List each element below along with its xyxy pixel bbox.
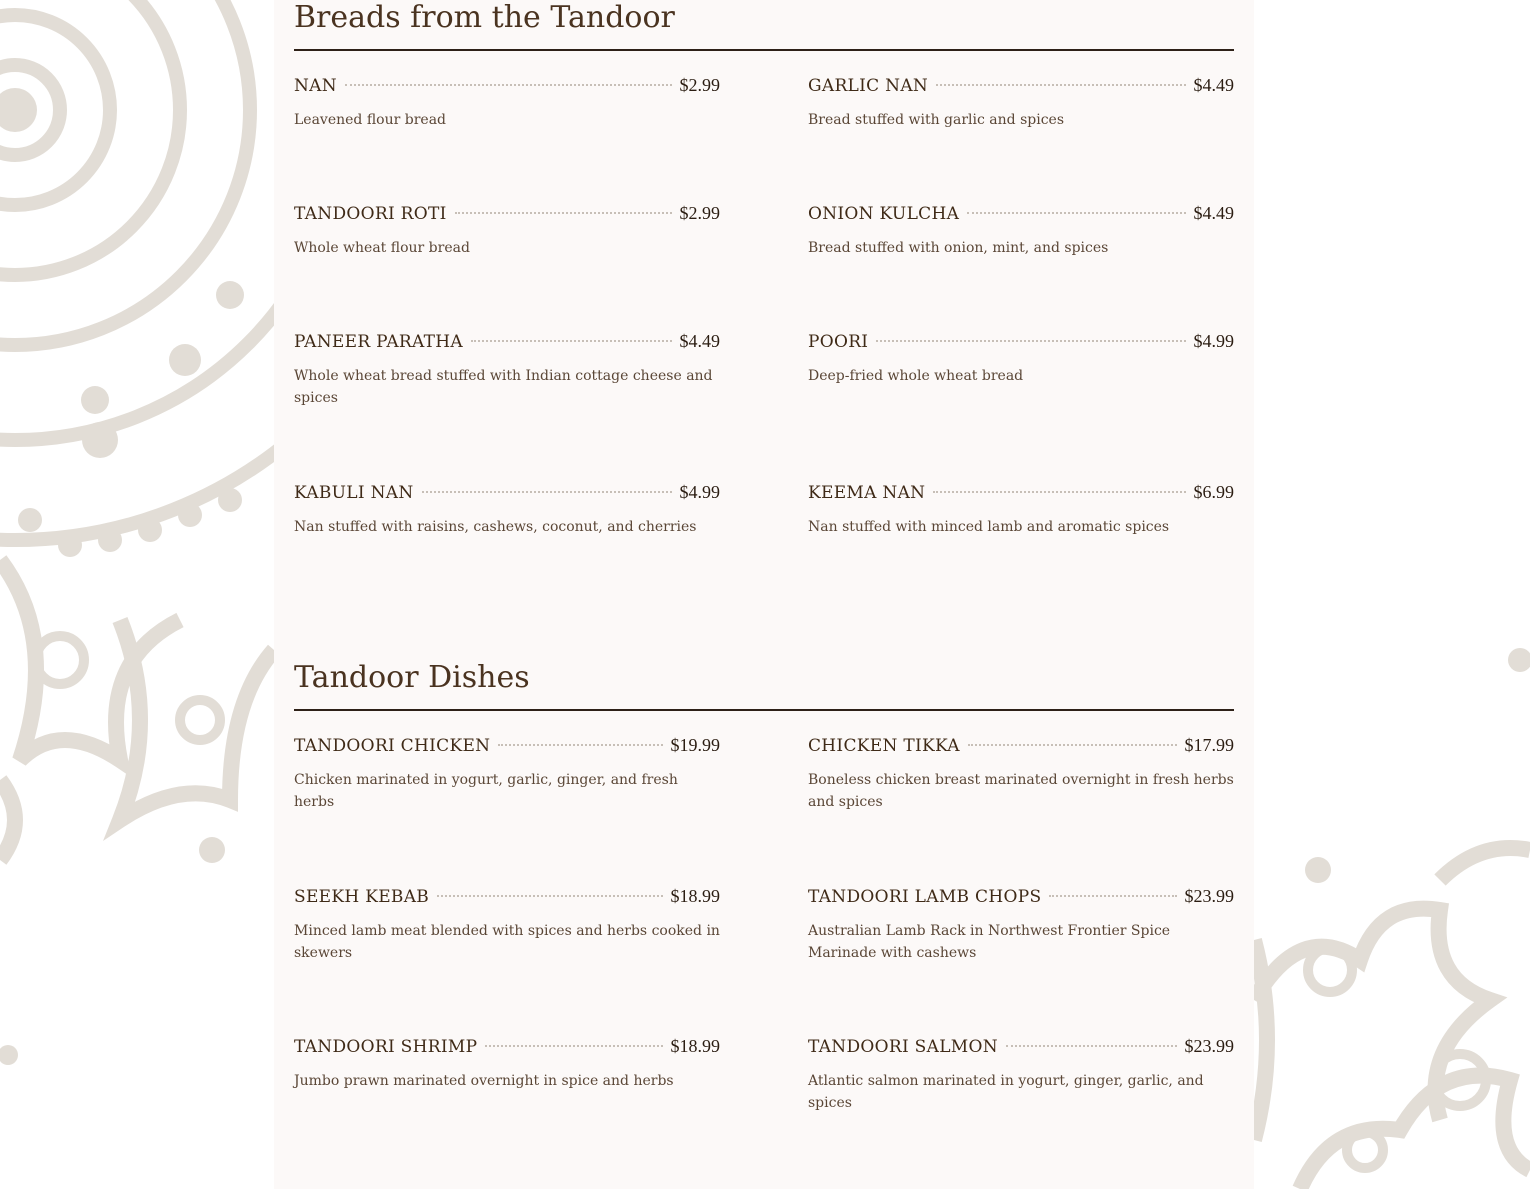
dotted-leader [1006,1045,1177,1047]
menu-item [808,480,1234,538]
menu-item [294,480,720,538]
dotted-leader [498,744,662,746]
item-name: ONION KULCHA [808,204,960,224]
item-description: Bread stuffed with garlic and spices [808,112,1065,128]
item-price: $4.99 [679,482,720,502]
item-price: $18.99 [670,886,720,906]
menu-item [808,73,1234,131]
menu-item [294,884,720,964]
item-price: $23.99 [1184,886,1234,906]
section-divider [294,709,1234,711]
item-description: Minced lamb meat blended with spices and herbs cooked in skewers [294,923,720,961]
dotted-leader [455,212,672,214]
item-name: NAN [294,76,337,96]
item-name: KEEMA NAN [808,483,926,503]
dotted-leader [422,491,672,493]
item-price: $4.99 [1193,331,1234,351]
menu-item [294,1034,720,1092]
item-name: GARLIC NAN [808,76,929,96]
item-price: $4.49 [679,331,720,351]
dotted-leader [936,84,1185,86]
menu-item [808,1034,1234,1114]
item-price: $2.99 [679,75,720,95]
dotted-leader [1049,895,1176,897]
menu-item [294,733,720,813]
menu-item [808,329,1234,387]
dotted-leader [876,340,1185,342]
item-name: TANDOORI LAMB CHOPS [808,887,1042,907]
item-name: TANDOORI SHRIMP [294,1037,478,1057]
item-price: $4.49 [1193,75,1234,95]
item-description: Boneless chicken breast marinated overnight in fresh herbs and spices [808,772,1234,810]
item-description: Atlantic salmon marinated in yogurt, ginger, garlic, and spices [808,1073,1204,1111]
menu-item [294,201,720,259]
item-description: Nan stuffed with minced lamb and aromatic spices [808,519,1170,535]
item-description: Whole wheat flour bread [294,240,470,256]
section-divider [294,49,1234,51]
section-title: Breads from the Tandoor [294,0,675,35]
section-title: Tandoor Dishes [294,660,530,695]
dotted-leader [471,340,672,342]
dotted-leader [933,491,1185,493]
menu-item [808,201,1234,259]
item-name: POORI [808,332,869,352]
item-price: $6.99 [1193,482,1234,502]
dotted-leader [345,84,672,86]
item-name: TANDOORI SALMON [808,1037,998,1057]
item-name: TANDOORI ROTI [294,204,447,224]
item-price: $18.99 [670,1036,720,1056]
item-price: $17.99 [1184,735,1234,755]
item-name: TANDOORI CHICKEN [294,736,491,756]
item-description: Whole wheat bread stuffed with Indian cottage cheese and spices [294,368,713,406]
menu-item [808,733,1234,813]
item-description: Australian Lamb Rack in Northwest Frontier Spice Marinade with cashews [808,923,1171,961]
item-description: Leavened flour bread [294,112,447,128]
item-description: Deep-fried whole wheat bread [808,368,1024,384]
dotted-leader [485,1045,662,1047]
menu-panel [274,0,1254,1189]
item-name: SEEKH KEBAB [294,887,430,907]
item-name: CHICKEN TIKKA [808,736,960,756]
item-description: Chicken marinated in yogurt, garlic, ginger, and fresh herbs [294,772,678,810]
dotted-leader [967,212,1185,214]
item-price: $2.99 [679,203,720,223]
item-name: KABULI NAN [294,483,414,503]
item-description: Jumbo prawn marinated overnight in spice and herbs [294,1073,674,1089]
item-description: Nan stuffed with raisins, cashews, coconut, and cherries [294,519,697,535]
item-price: $4.49 [1193,203,1234,223]
dotted-leader [968,744,1177,746]
item-price: $19.99 [670,735,720,755]
dotted-leader [437,895,662,897]
menu-item [808,884,1234,964]
item-price: $23.99 [1184,1036,1234,1056]
menu-item [294,329,720,409]
item-description: Bread stuffed with onion, mint, and spices [808,240,1109,256]
item-name: PANEER PARATHA [294,332,463,352]
menu-item [294,73,720,131]
